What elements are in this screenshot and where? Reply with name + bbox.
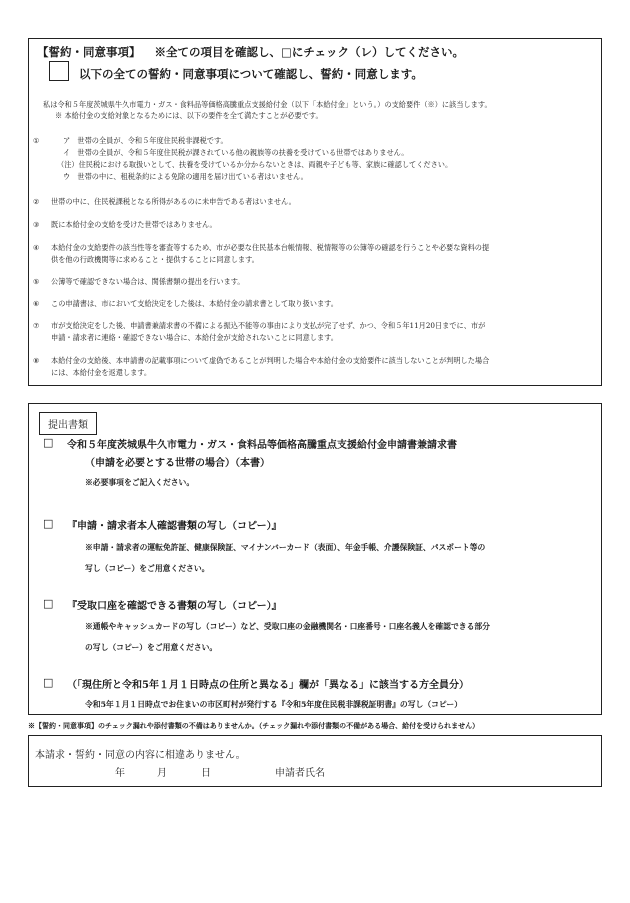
document-note-line: ※申請・請求者の運転免許証、健康保険証、マイナンバーカード（表面）、年金手帳、介護保険証、パスポート等の bbox=[85, 543, 486, 552]
pledge-agree-checkbox[interactable] bbox=[49, 61, 69, 81]
pledge-item-number: ⑧ bbox=[33, 356, 40, 365]
document-note bbox=[85, 476, 595, 490]
pledge-item-number: ⑦ bbox=[33, 321, 40, 330]
pledge-item-line: 市が支給決定をした後、申請書兼請求書の不備による振込不能等の事由により支払が完了せず、かつ、令和５年11月20日までに、市が bbox=[51, 321, 486, 330]
pledge-header-label: 【誓約・同意事項】 bbox=[37, 45, 141, 59]
pledge-item-line: 世帯の中に、住民税課税となる所得があるのに未申告である者はいません。 bbox=[51, 197, 296, 206]
confirmation-text: 本請求・誓約・同意の内容に相違ありません。 bbox=[35, 750, 246, 761]
document-note-line: 写し（コピー）をご用意ください。 bbox=[85, 564, 210, 573]
confirmation-section bbox=[28, 735, 602, 787]
pledge-item-line: 既に本給付金の支給を受けた世帯ではありません。 bbox=[51, 220, 217, 229]
document-title: 『申請・請求者本人確認書類の写し（コピー）』 bbox=[67, 521, 282, 532]
pledge-item-line: 申請・請求者に連絡・確認できない場合に、本給付金が支給されないことに同意します。 bbox=[51, 333, 338, 342]
pledge-item-number: ⑥ bbox=[33, 299, 40, 308]
pledge-item-line: 供を他の行政機関等に求めること・提供することに同意します。 bbox=[51, 255, 259, 264]
pledge-item-line: 本給付金の支給後、本申請書の記載事項について虚偽であることが判明した場合や本給付金の支給要件に該当しないことが判明した場合 bbox=[51, 356, 490, 365]
pledge-item-line: イ 世帯の全員が、令和５年度住民税が課されている他の親族等の扶養を受けている世帯ではありません。 bbox=[63, 148, 409, 157]
pledge-intro bbox=[43, 99, 595, 121]
applicant-name-label: 申請者氏名 bbox=[275, 768, 325, 779]
document-checkbox[interactable]: □ bbox=[43, 676, 54, 689]
pledge-agree-label: 以下の全ての誓約・同意事項について確認し、誓約・同意します。 bbox=[79, 67, 423, 81]
document-note bbox=[85, 616, 595, 658]
pledge-item-line: 公簿等で確認できない場合は、関係書類の提出を行います。 bbox=[51, 277, 245, 286]
pledge-header-note: ※全ての項目を確認し、□にチェック（レ）してください。 bbox=[154, 45, 465, 59]
pledge-item-number: ① bbox=[33, 136, 40, 145]
pledge-item-number: ⑤ bbox=[33, 277, 40, 286]
pledge-intro-note: ※ 本給付金の支給対象となるためには、以下の要件を全て満たすことが必要です。 bbox=[55, 111, 323, 120]
pledge-item-line: ア 世帯の全員が、令和５年度住民税非課税です。 bbox=[63, 136, 228, 145]
documents-section bbox=[28, 403, 602, 715]
document-note-line: の写し（コピー）をご用意ください。 bbox=[85, 643, 218, 652]
pledge-item-number: ② bbox=[33, 197, 40, 206]
pledge-item-line: ウ 世帯の中に、租税条約による免除の適用を届け出ている者はいません。 bbox=[63, 172, 308, 181]
pledge-header bbox=[37, 44, 464, 60]
pledge-item-line: 本給付金の支給要件の該当性等を審査等するため、市が必要な住民基本台帳情報、税情報等の公簿等の確認を行うことや必要な資料の提 bbox=[51, 243, 490, 252]
document-subtitle: （申請を必要とする世帯の場合）（本書） bbox=[85, 458, 270, 469]
document-checkbox[interactable]: □ bbox=[43, 597, 54, 610]
document-note-line: 令和5年１月１日時点でお住まいの市区町村が発行する『令和5年度住民税非課税証明書』の写し（コピー） bbox=[85, 700, 462, 709]
document-title: 『受取口座を確認できる書類の写し（コピー）』 bbox=[67, 601, 282, 612]
document-note bbox=[85, 537, 595, 579]
pledge-section bbox=[28, 38, 602, 386]
document-note-line: ※通帳やキャッシュカードの写し（コピー）など、受取口座の金融機関名・口座番号・口座名義人を確認できる部分 bbox=[85, 622, 490, 631]
pledge-item-number: ④ bbox=[33, 243, 40, 252]
date-day-label: 日 bbox=[201, 768, 211, 779]
document-note-line: ※必要事項をご記入ください。 bbox=[85, 478, 195, 487]
pledge-item-number: ③ bbox=[33, 220, 40, 229]
documents-tab-label: 提出書類 bbox=[39, 412, 97, 435]
date-year-label: 年 bbox=[115, 768, 125, 779]
date-month-label: 月 bbox=[157, 768, 167, 779]
pledge-intro-line: 私は令和５年度茨城県牛久市電力・ガス・食料品等価格高騰重点支援給付金（以下「本給付金」という。）の支給要件（※）に該当します。 bbox=[43, 100, 492, 109]
document-title: 令和５年度茨城県牛久市電力・ガス・食料品等価格高騰重点支援給付金申請書兼請求書 bbox=[67, 440, 457, 451]
pledge-item-line: （注）住民税における取扱いとして、扶養を受けているか分からないときは、両親や子ども等、家族に確認してください。 bbox=[57, 160, 453, 169]
incomplete-warning: ※【誓約・同意事項】のチェック漏れや添付書類の不備はありませんか。（チェック漏れや添付書類の不備がある場合、給付を受けられません） bbox=[28, 721, 480, 730]
document-title: （「現住所と令和5年１月１日時点の住所と異なる」欄が「異なる」に該当する方全員分） bbox=[67, 680, 469, 691]
pledge-item-line: この申請書は、市において支給決定をした後は、本給付金の請求書として取り扱います。 bbox=[51, 299, 338, 308]
document-checkbox[interactable]: □ bbox=[43, 517, 54, 530]
document-note bbox=[85, 698, 595, 712]
pledge-item-line: には、本給付金を返還します。 bbox=[51, 368, 152, 377]
document-checkbox[interactable]: □ bbox=[43, 436, 54, 449]
